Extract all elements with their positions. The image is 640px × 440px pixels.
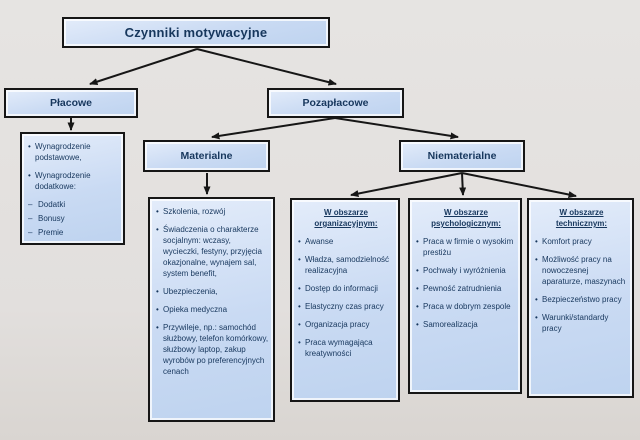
bullet-marker: • [156,287,159,296]
list-item [156,304,269,315]
node-pozaplacowe [267,88,404,118]
bullet-marker: • [298,320,301,329]
list-item-text: Możliwość pracy na nowoczesnej aparaturze, maszynach [542,255,626,286]
arrow-niematerialne-to-psychologicznym [462,173,463,195]
list-item-text: Praca wymagająca kreatywności [305,338,373,358]
list-item-text: Władza, samodzielność realizacyjna [305,255,390,275]
bullet-marker: • [535,313,538,322]
node-placowe [4,88,138,118]
list-heading: W obszarze technicznym: [555,208,608,228]
node-pozaplacowe-label: Pozapłacowe [302,97,369,109]
list-item [298,283,394,294]
list-item-text: Komfort pracy [542,237,592,246]
bullet-marker: • [416,237,419,246]
bullet-marker: • [298,302,301,311]
list-item [298,337,394,359]
list-obszar-organizacyjny [290,198,400,402]
list-item [156,224,269,279]
list-item [535,312,628,334]
list-item [416,319,516,330]
list-item [535,294,628,305]
list-item-text: Organizacja pracy [305,320,370,329]
list-item [535,254,628,287]
list-item-text: Warunki/standardy pracy [542,313,609,333]
list-obszar-psychologiczny [408,198,522,394]
list-item [28,199,119,210]
list-item-text: Bezpieczeństwo pracy [542,295,622,304]
bullet-marker: • [535,255,538,264]
list-item-text: Dodatki [38,200,66,209]
list-item [28,227,119,238]
list-item [416,236,516,258]
node-niematerialne-label: Niematerialne [427,150,497,162]
bullet-marker: • [156,225,159,234]
bullet-marker: • [535,237,538,246]
list-obszar-techniczny [527,198,634,398]
list-item [156,206,269,217]
bullet-marker: • [416,320,419,329]
bullet-marker: • [28,142,31,151]
arrow-niematerialne-to-technicznym [462,173,576,196]
list-item [298,301,394,312]
dash-marker: – [28,228,33,237]
bullet-marker: • [416,302,419,311]
bullet-marker: • [416,284,419,293]
bullet-marker: • [298,338,301,347]
list-item-text: Wynagrodzenie podstawowe, [35,142,91,162]
node-materialne [143,140,270,172]
bullet-marker: • [156,207,159,216]
list-item-text: Ubezpieczenia, [163,287,218,296]
list-placowe-details [20,132,125,245]
bullet-marker: • [298,284,301,293]
node-czynniki-motywacyjne [62,17,330,48]
dash-marker: – [28,200,33,209]
list-materialne-details [148,197,275,422]
bullet-marker: • [416,266,419,275]
list-heading: W obszarze organizacyjnym: [314,208,378,228]
list-item [535,236,628,247]
arrow-title-to-placowe [90,49,197,84]
arrow-niematerialne-to-organizacyjnym [351,173,462,195]
node-niematerialne [399,140,525,172]
list-item-text: Praca w dobrym zespole [423,302,511,311]
list-item [416,283,516,294]
bullet-marker: • [156,323,159,332]
bullet-marker: • [298,255,301,264]
list-item-text: Opieka medyczna [163,305,228,314]
list-item [298,319,394,330]
list-item-text: Praca w firmie o wysokim prestiżu [423,237,514,257]
list-item-text: Pewność zatrudnienia [423,284,502,293]
list-item-text: Świadczenia o charakterze socjalnym: wczasy, wycieczki, festyny, przyjęcia okazjonalne, wynajem sal, system benefit, [163,225,262,278]
list-item-text: Elastyczny czas pracy [305,302,384,311]
bullet-marker: • [156,305,159,314]
arrow-title-to-pozaplacowe [197,49,336,84]
arrow-pozaplacowe-to-materialne [212,118,335,137]
list-item-text: Awanse [305,237,334,246]
list-item-text: Szkolenia, rozwój [163,207,226,216]
list-item-text: Wynagrodzenie dodatkowe: [35,171,91,191]
list-item [156,322,269,377]
list-item [298,236,394,247]
node-materialne-label: Materialne [180,150,233,162]
bullet-marker: • [298,237,301,246]
list-item [298,254,394,276]
list-item [416,301,516,312]
list-item-text: Bonusy [38,214,65,223]
node-title-label: Czynniki motywacyjne [124,25,268,40]
node-placowe-label: Płacowe [49,97,93,109]
list-item [28,170,119,192]
list-item [28,141,119,163]
list-item [156,286,269,297]
list-item-text: Samorealizacja [423,320,478,329]
dash-marker: – [28,214,33,223]
list-item [416,265,516,276]
list-item-text: Dostęp do informacji [305,284,378,293]
list-item-text: Premie [38,228,64,237]
bullet-marker: • [535,295,538,304]
list-item-text: Pochwały i wyróżnienia [423,266,506,275]
list-item [28,213,119,224]
list-item-text: Przywileje, np.: samochód służbowy, telefon komórkowy, służbowy laptop, zakup wyrobów po preferencyjnych cenach [163,323,269,376]
bullet-marker: • [28,171,31,180]
arrow-pozaplacowe-to-niematerialne [335,118,458,137]
list-heading: W obszarze psychologicznym: [431,208,501,228]
